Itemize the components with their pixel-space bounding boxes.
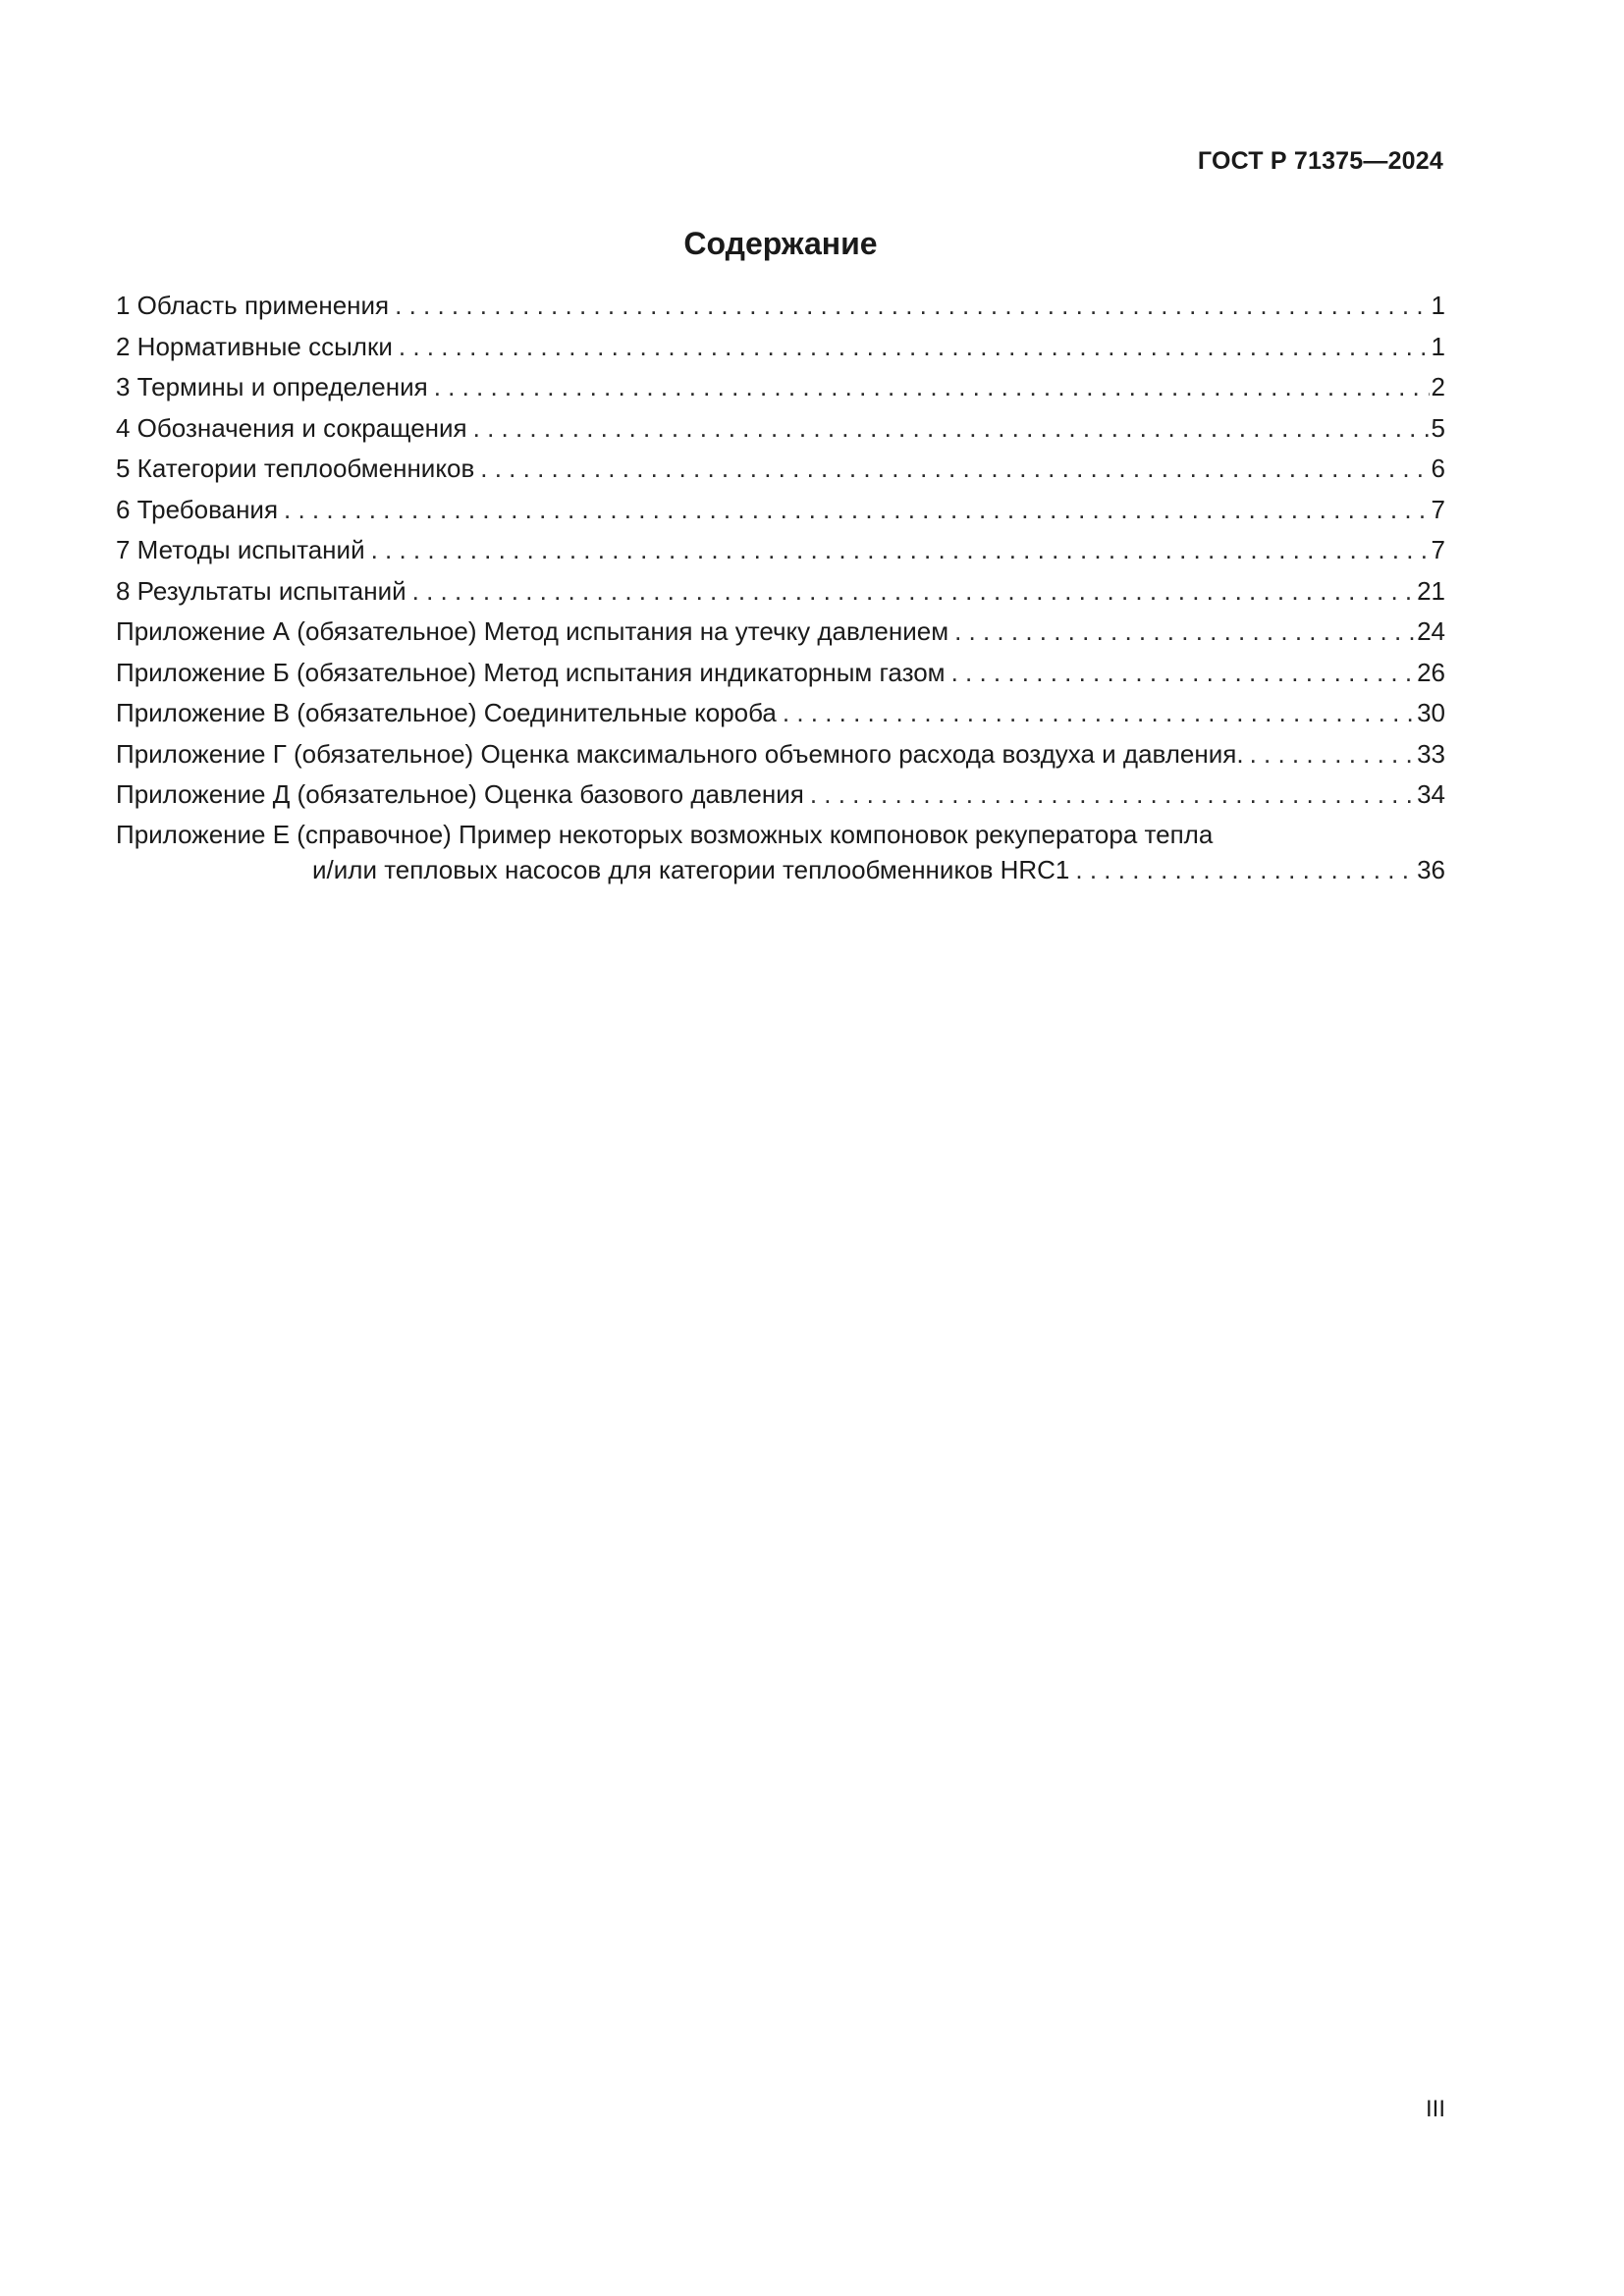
toc-dot-leader bbox=[399, 327, 1430, 368]
toc-entry-6[interactable] bbox=[116, 490, 1445, 531]
toc-entry-appendix-a[interactable] bbox=[116, 612, 1445, 653]
table-of-contents bbox=[116, 286, 1445, 887]
toc-entry-page: 34 bbox=[1417, 779, 1445, 809]
toc-entry-label: 7 Методы испытаний bbox=[116, 535, 365, 564]
toc-entry-7[interactable] bbox=[116, 530, 1445, 571]
toc-entry-label: Приложение Г (обязательное) Оценка максимального объемного расхода воздуха и давления. bbox=[116, 738, 1244, 769]
toc-entry-5[interactable] bbox=[116, 449, 1445, 490]
toc-dot-leader bbox=[371, 530, 1430, 571]
toc-entry-page: 36 bbox=[1417, 854, 1445, 884]
toc-entry-page: 1 bbox=[1431, 291, 1445, 320]
toc-entry-page: 30 bbox=[1417, 698, 1445, 727]
toc-entry-label: Приложение В (обязательное) Соединительные короба bbox=[116, 698, 777, 727]
toc-dot-leader bbox=[951, 653, 1416, 694]
toc-entry-label: 4 Обозначения и сокращения bbox=[116, 412, 467, 443]
toc-entry-page: 2 bbox=[1431, 372, 1445, 401]
toc-entry-label: 2 Нормативные ссылки bbox=[116, 331, 393, 361]
toc-entry-appendix-b[interactable] bbox=[116, 653, 1445, 694]
toc-dot-leader bbox=[480, 449, 1429, 490]
toc-dot-leader bbox=[1250, 734, 1416, 775]
toc-entry-8[interactable] bbox=[116, 571, 1445, 613]
toc-entry-label-line2: и/или тепловых насосов для категории теплообменников HRC1 bbox=[312, 854, 1070, 884]
toc-entry-label-line2-row bbox=[116, 852, 1445, 887]
toc-entry-label: 5 Категории теплообменников bbox=[116, 454, 475, 483]
toc-dot-leader bbox=[1075, 852, 1415, 887]
toc-entry-page: 6 bbox=[1431, 454, 1445, 483]
document-code: ГОСТ Р 71375—2024 bbox=[1197, 147, 1443, 175]
page-number: III bbox=[1425, 2096, 1445, 2122]
toc-entry-page: 21 bbox=[1417, 575, 1445, 606]
toc-dot-leader bbox=[954, 612, 1415, 653]
toc-entry-label: 1 Область применения bbox=[116, 291, 390, 320]
toc-dot-leader bbox=[810, 774, 1415, 816]
toc-entry-label-line1: Приложение Е (справочное) Пример некоторых возможных компоновок рекуператора тепла bbox=[116, 819, 1214, 849]
toc-dot-leader bbox=[412, 571, 1415, 613]
toc-title: Содержание bbox=[683, 226, 878, 261]
toc-entry-3[interactable] bbox=[116, 367, 1445, 408]
toc-dot-leader bbox=[434, 367, 1430, 408]
toc-entry-page: 1 bbox=[1431, 331, 1445, 361]
toc-entry-appendix-d[interactable] bbox=[116, 774, 1445, 816]
toc-entry-appendix-g[interactable] bbox=[116, 734, 1445, 775]
toc-entry-page: 5 bbox=[1431, 412, 1445, 443]
toc-dot-leader bbox=[395, 286, 1429, 327]
toc-entry-label: Приложение А (обязательное) Метод испытания на утечку давлением bbox=[116, 616, 949, 646]
toc-entry-appendix-v[interactable] bbox=[116, 693, 1445, 734]
toc-dot-leader bbox=[473, 408, 1430, 450]
toc-entry-label: 6 Требования bbox=[116, 494, 279, 524]
toc-dot-leader bbox=[284, 490, 1430, 531]
toc-entry-label: 3 Термины и определения bbox=[116, 372, 428, 401]
toc-entry-page: 7 bbox=[1431, 494, 1445, 524]
toc-entry-label: 8 Результаты испытаний bbox=[116, 575, 406, 606]
toc-entry-label: Приложение Д (обязательное) Оценка базового давления bbox=[116, 779, 804, 809]
toc-entry-page: 26 bbox=[1417, 657, 1445, 687]
toc-entry-2[interactable] bbox=[116, 327, 1445, 368]
toc-entry-page: 7 bbox=[1431, 535, 1445, 564]
toc-entry-appendix-e[interactable] bbox=[116, 817, 1445, 887]
toc-entry-4[interactable] bbox=[116, 408, 1445, 450]
toc-entry-label: Приложение Б (обязательное) Метод испытания индикаторным газом bbox=[116, 657, 946, 687]
toc-entry-page: 24 bbox=[1417, 616, 1445, 646]
toc-entry-page: 33 bbox=[1417, 738, 1445, 769]
toc-dot-leader bbox=[783, 693, 1415, 734]
toc-entry-1[interactable] bbox=[116, 286, 1445, 327]
